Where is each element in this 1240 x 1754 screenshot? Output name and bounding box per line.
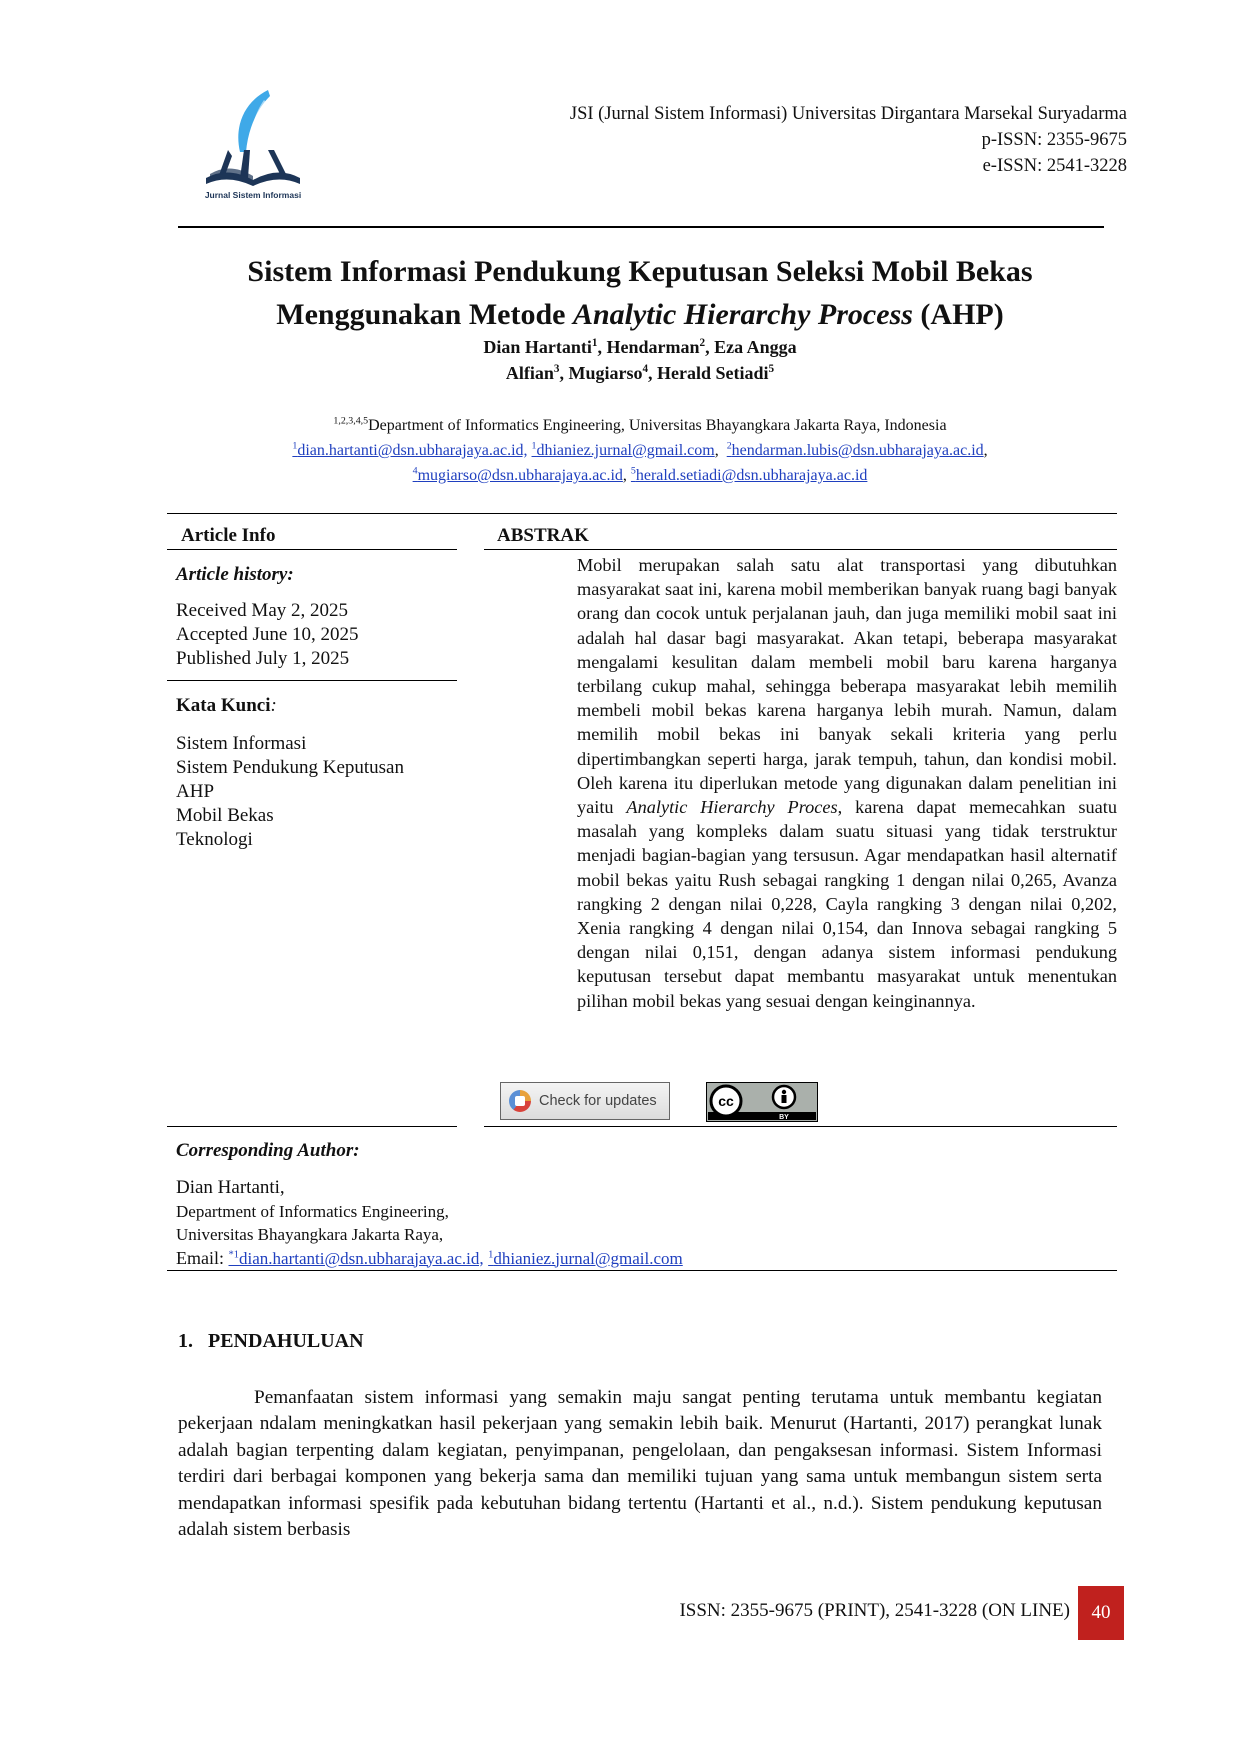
affiliation-name: Department of Informatics Engineering, Universitas Bhayangkara Jakarta Raya, Indonesia [368,417,947,434]
affiliation-sup: 1,2,3,4,5 [333,415,369,427]
logo-caption: Jurnal Sistem Informasi [204,190,302,200]
journal-name: JSI (Jurnal Sistem Informasi) Universitas Dirgantara Marsekal Suryadarma [569,104,1127,124]
check-updates-label: Check for updates [539,1093,657,1109]
history-rule [167,680,457,681]
body-paragraph: Pemanfaatan sistem informasi yang semakin maju sangat penting terutama untuk membantu kegiatan pekerjaan ndalam meningkatkan hasil pekerjaan yang semakin lebih baik. Menurut (Hartanti, 2017) perangkat lunak adalah bagian terpenting dalam kegiatan, penyimpanan, pengelolaan, dan pengaksesan informasi. Sistem Informasi terdiri dari berbagai komponen yang bekerja sama dan memiliki tujuan yang sama untuk membangun sistem serta mendapatkan informasi spesifik pada kebutuhan bidang tertentu (Hartanti et al., n.d.). Sistem pendukung keputusan adalah sistem berbasis [178,1387,1102,1541]
footer-issn: ISSN: 2355-9675 (PRINT), 2541-3228 (ON LINE) [679,1600,1070,1621]
author-sup: 4 [642,363,649,375]
email-link[interactable]: $^{*1}$dian.hartanti@dsn.ubharajaya.ac.id, [228,1248,484,1268]
email-link[interactable]: $^4$mugiarso@dsn.ubharajaya.ac.id [412,465,623,484]
corresponding-author-heading: Corresponding Author: [176,1140,360,1161]
corresponding-university: Universitas Bhayangkara Jakarta Raya, [176,1225,444,1244]
author-sup: 3 [553,363,560,375]
author-sup: 5 [768,363,775,375]
email-link[interactable]: $^1$dhianiez.jurnal@gmail.com [488,1248,683,1268]
title-method-name: Analytic Hierarchy Process [572,298,913,331]
corresponding-name: Dian Hartanti, [176,1177,285,1198]
article-history [176,599,359,671]
crossmark-icon [509,1090,531,1112]
corresponding-rule [167,1270,1117,1271]
title-line-2 [140,293,1140,336]
page-number: 40 [1078,1586,1124,1640]
keyword-item: Sistem Pendukung Keputusan [176,757,404,778]
email-link[interactable]: $^2$hendarman.lubis@dsn.ubharajaya.ac.id [726,440,984,459]
check-for-updates-button[interactable] [500,1082,670,1120]
p-issn: p-ISSN: 2355-9675 [981,130,1127,150]
accepted-date: Accepted June 10, 2025 [176,624,359,645]
author-emails: $^1$dian.hartanti@dsn.ubharajaya.ac.id, $^1$dhianiez.jurnal@gmail.com, $^2$hendarman.lubis@dsn.ubharajaya.ac.id, [292,440,988,459]
email-link[interactable]: $^1$dian.hartanti@dsn.ubharajaya.ac.id, [292,440,528,459]
svg-text:BY: BY [779,1114,789,1121]
author-name: , Mugiarso [559,363,643,383]
author-name: , Hendarman [597,337,700,357]
affiliation-text [140,413,1140,438]
email-link[interactable]: $^1$dhianiez.jurnal@gmail.com [531,440,715,459]
cc-icon: cc [718,1093,734,1109]
abstract-text: Mobil merupakan salah satu alat transportasi yang dibutuhkan masyarakat saat ini, karena mobil memberikan banyak ruang bagi banyak orang dan cocok untuk perjalanan jauh, dan juga memiliki mobil saat ini adalah hal dasar bagi masyarakat. Akan tetapi, beberapa masyarakat mengalami kesulitan dalam membeli mobil baru karena harganya terbilang cukup mahal, sehingga beberapa masyarakat lebih memilih membeli mobil bekas karena harganya lebih murah. Namun, dalam memilih mobil bekas ini banyak sekali kriteria yang perlu dipertimbangkan seperti harga, jarak tempuh, tahun, dan kondisi mobil. Oleh karena itu diperlukan metode yang digunakan dalam penelitian ini yaitu Analytic Hierarchy Proces, karena dapat memecahkan suatu masalah yang kompleks dalam suatu situasi yang tidak terstruktur menjadi bagian-bagian yang tersusun. Agar mendapatkan hasil alternatif mobil bekas yaitu Rush sebagai rangking 1 dengan nilai 0,265, Avanza rangking 2 dengan nilai 0,228, Cayla rangking 3 dengan nilai 0,202, Xenia rangking 4 dengan nilai 0,154, dan Innova sebagai rangking 5 dengan nilai 0,151, dengan adanya sistem informasi pendukung keputusan tersebut dapat membantu masyarakat untuk menentukan pilihan mobil bekas yang sesuai dengan keinginannya. [577,555,1117,1011]
author-name: Alfian [505,363,554,383]
keyword-item: AHP [176,781,215,802]
abstract-bottom-rule [484,1126,1117,1127]
author-sup: 2 [699,337,706,349]
corresponding-department: Department of Informatics Engineering, [176,1201,449,1221]
quill-book-icon [198,86,308,204]
article-info-rule [167,549,457,550]
author-emails: $^4$mugiarso@dsn.ubharajaya.ac.id, $^5$herald.setiadi@dsn.ubharajaya.ac.id [412,465,868,484]
e-issn: e-ISSN: 2541-3228 [982,156,1127,176]
corresponding-author-details [176,1176,683,1270]
title-line-1: Sistem Informasi Pendukung Keputusan Seleksi Mobil Bekas [247,255,1033,288]
title-line-2-prefix: Menggunakan Metode [276,298,573,331]
keyword-item: Sistem Informasi [176,733,307,754]
section-heading: 1. PENDAHULUAN [178,1330,364,1352]
abstract-heading: ABSTRAK [497,525,589,546]
cc-by-license-badge[interactable] [706,1082,818,1122]
journal-logo [198,86,308,204]
author-list [300,334,980,386]
info-top-rule [167,513,1117,514]
author-name: Dian Hartanti [483,337,592,357]
keywords-rule [167,1126,457,1127]
author-name: , Eza Angga [705,337,797,357]
journal-header [570,101,1127,179]
header-divider [178,226,1104,228]
published-date: Published July 1, 2025 [176,648,350,669]
abstract-rule [484,549,1117,550]
title-line-2-suffix: (AHP) [912,298,1004,331]
affiliation-block [140,413,1140,488]
author-sup: 1 [591,337,598,349]
received-date: Received May 2, 2025 [176,600,349,621]
keyword-list [176,732,404,852]
paper-title [140,250,1140,336]
keyword-item: Mobil Bekas [176,805,274,826]
corresponding-email: Email: $^{*1}$dian.hartanti@dsn.ubharajaya.ac.id, $^1$dhianiez.jurnal@gmail.com [176,1247,683,1268]
author-name: , Herald Setiadi [648,363,769,383]
keyword-item: Teknologi [176,829,253,850]
article-info-heading: Article Info [181,525,276,546]
email-link[interactable]: $^5$herald.setiadi@dsn.ubharajaya.ac.id [630,465,868,484]
keywords-heading: Kata Kunci: [176,695,277,716]
article-history-heading: Article history: [176,564,294,585]
